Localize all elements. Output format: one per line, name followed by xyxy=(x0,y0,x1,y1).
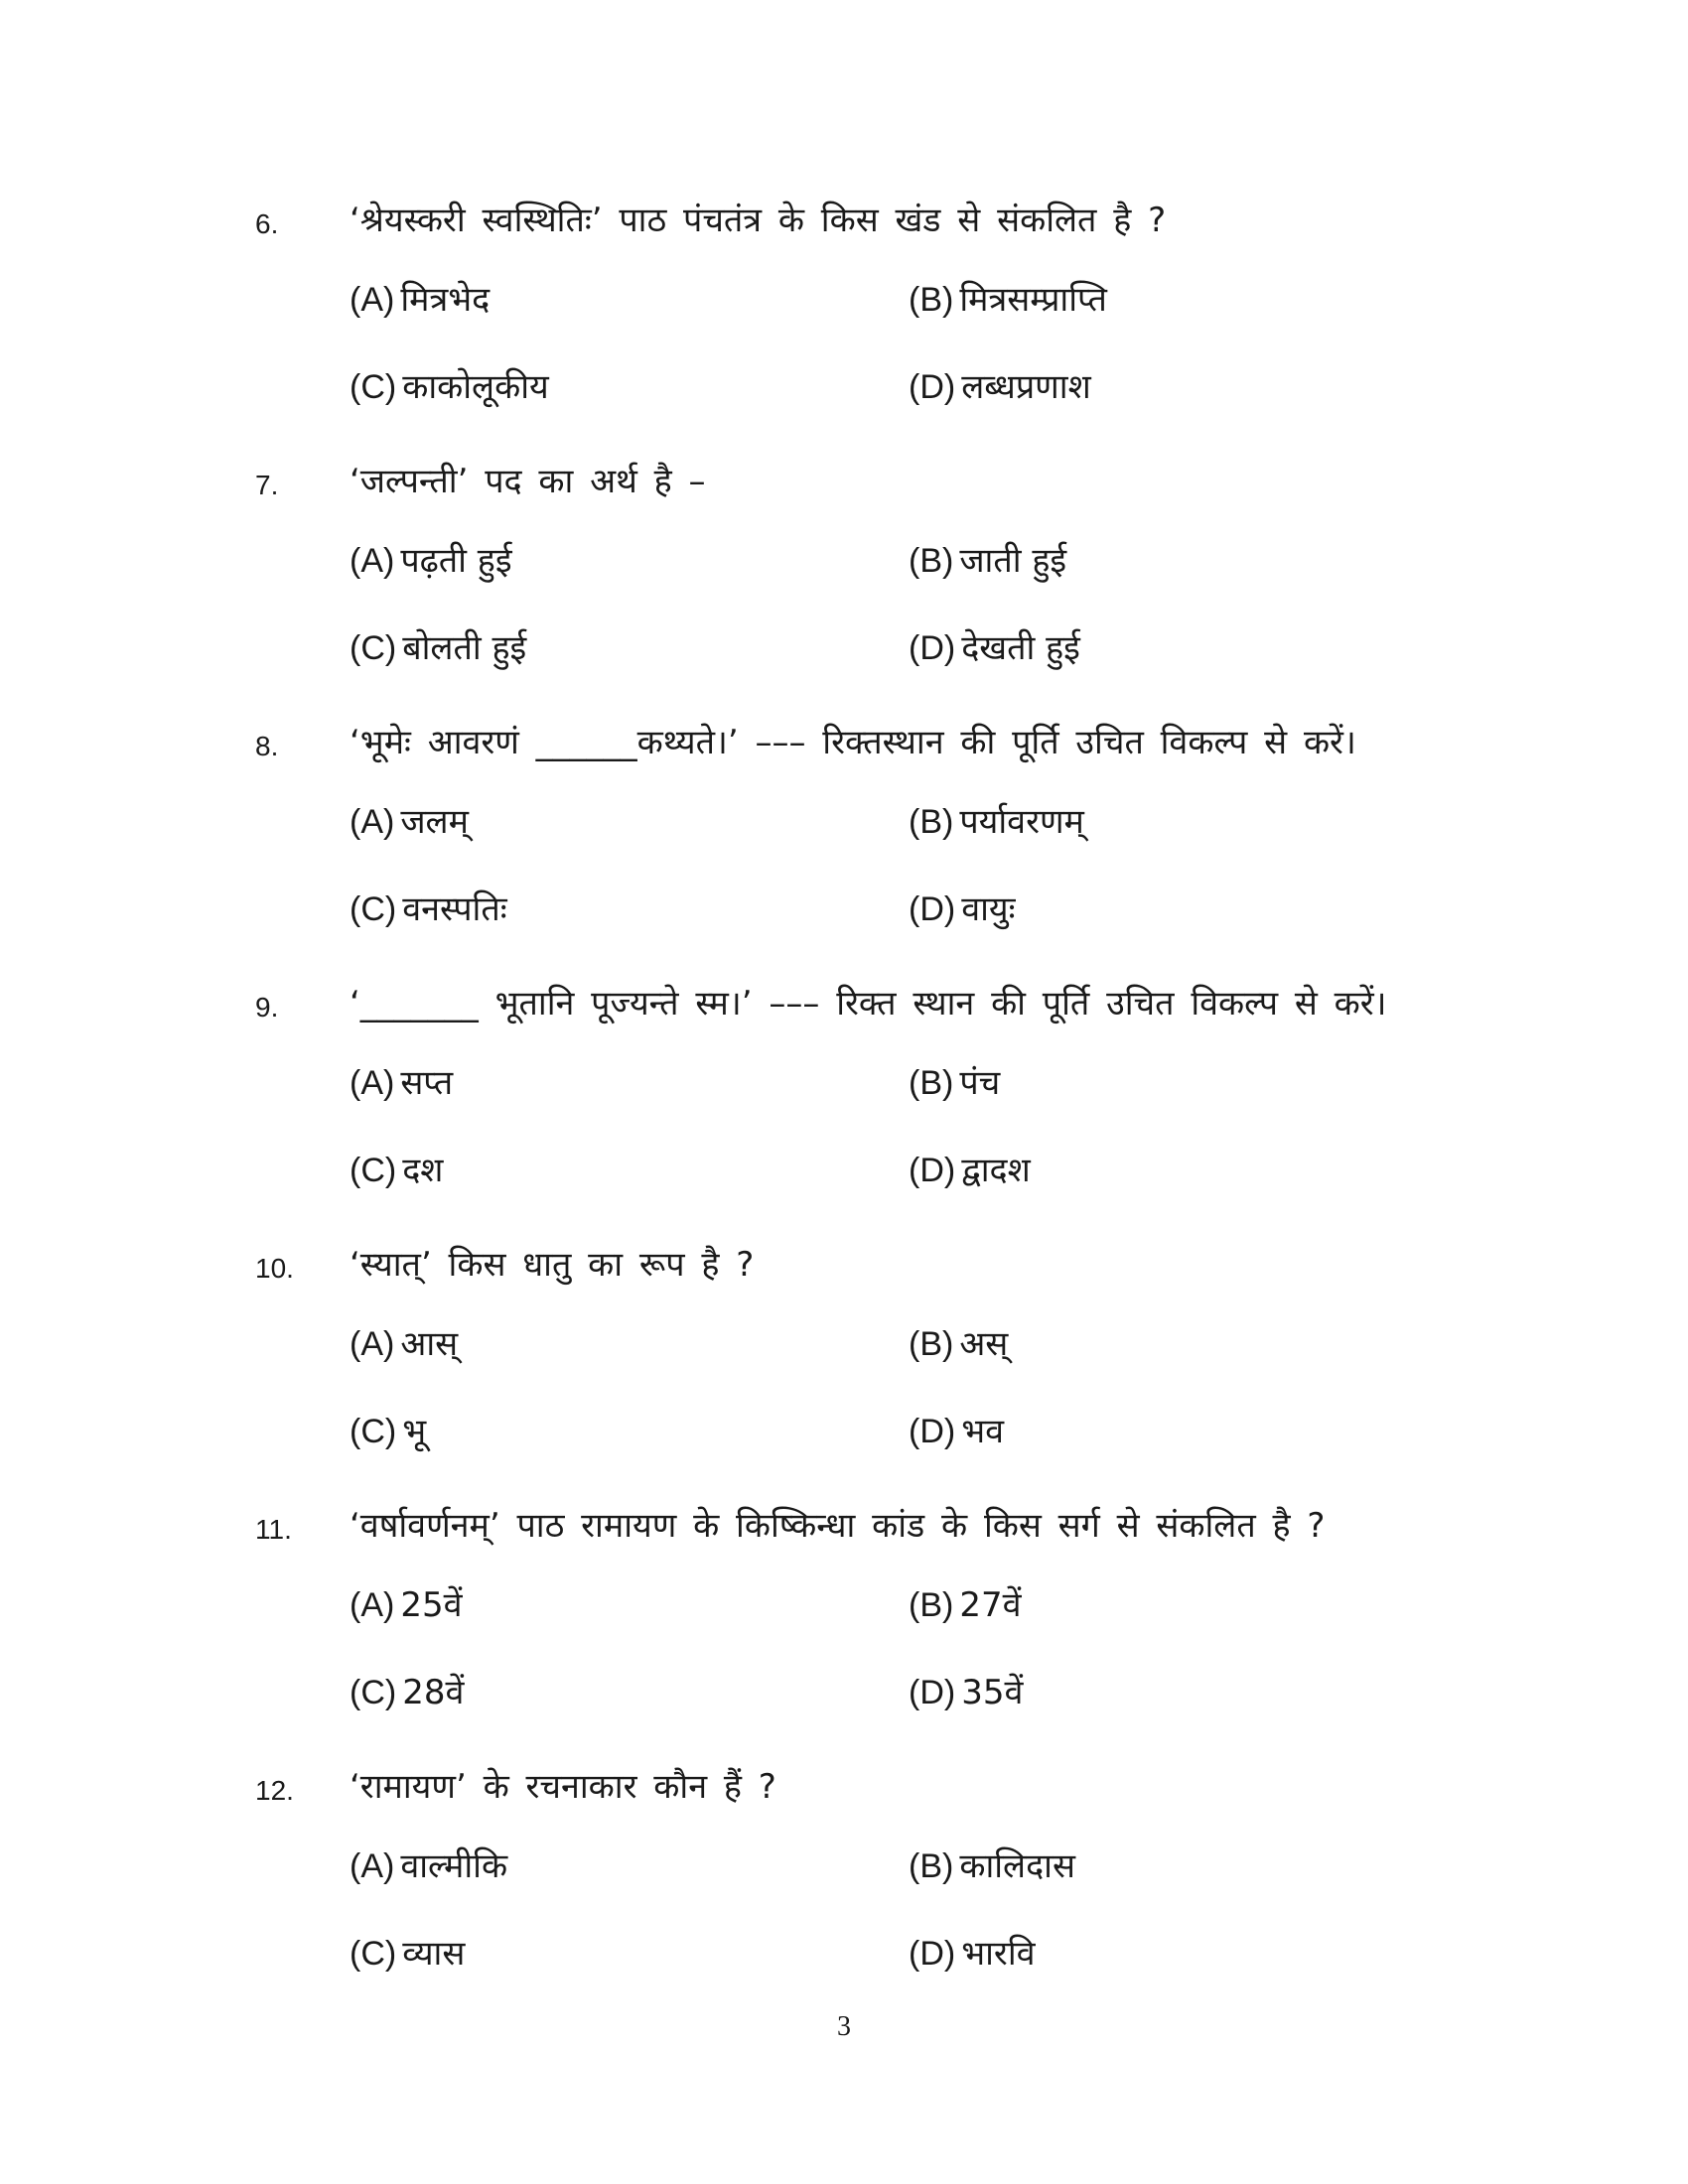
question-number: 10. xyxy=(255,1253,294,1284)
question-text: ‘रामायण’ के रचनाकार कौन हैं ? xyxy=(350,1767,776,1807)
option-letter: (D) xyxy=(909,890,956,928)
option-a xyxy=(350,1843,507,1890)
question-10 xyxy=(0,1233,1688,1483)
question-text: ‘श्रेयस्करी स्वस्थितिः’ पाठ पंचतंत्र के किस खंड से संकलित है ? xyxy=(350,201,1167,240)
option-d xyxy=(909,1930,1036,1978)
option-letter: (C) xyxy=(350,368,397,406)
option-b xyxy=(909,1320,1008,1368)
question-row xyxy=(0,1494,1688,1554)
option-c xyxy=(350,1147,443,1194)
question-7 xyxy=(0,450,1688,700)
option-letter: (A) xyxy=(350,281,395,319)
option-letter: (B) xyxy=(909,803,954,841)
option-text: भारवि xyxy=(961,1934,1036,1974)
option-text: 35वें xyxy=(961,1673,1024,1712)
option-text: पंच xyxy=(959,1063,1001,1103)
option-letter: (B) xyxy=(909,542,954,580)
option-b xyxy=(909,798,1084,846)
question-8 xyxy=(0,711,1688,961)
option-text: भव xyxy=(961,1412,1005,1451)
option-letter: (B) xyxy=(909,281,954,319)
option-a xyxy=(350,798,469,846)
option-text: वायुः xyxy=(961,889,1016,929)
option-text: अस् xyxy=(959,1324,1009,1364)
option-text: दश xyxy=(402,1151,444,1190)
question-text: ‘भूमेः आवरणं ______कथ्यते।’ ––– रिक्तस्थान की पूर्ति उचित विकल्प से करें। xyxy=(350,723,1356,762)
option-c xyxy=(350,1408,426,1455)
option-b xyxy=(909,537,1066,585)
option-letter: (B) xyxy=(909,1064,954,1102)
option-text: कालिदास xyxy=(959,1846,1075,1886)
option-letter: (A) xyxy=(350,1064,395,1102)
option-letter: (D) xyxy=(909,1935,956,1973)
option-letter: (C) xyxy=(350,1674,397,1711)
option-a xyxy=(350,1320,458,1368)
option-letter: (B) xyxy=(909,1586,954,1624)
option-c xyxy=(350,1930,465,1978)
option-letter: (A) xyxy=(350,542,395,580)
question-number: 7. xyxy=(255,470,279,500)
option-letter: (A) xyxy=(350,1847,395,1885)
option-letter: (D) xyxy=(909,1674,956,1711)
question-text: ‘वर्षावर्णनम्’ पाठ रामायण के किष्किन्धा कांड के किस सर्ग से संकलित है ? xyxy=(350,1506,1326,1546)
option-d xyxy=(909,624,1080,672)
option-letter: (C) xyxy=(350,890,397,928)
option-c xyxy=(350,624,526,672)
option-c xyxy=(350,1669,464,1716)
option-text: वनस्पतिः xyxy=(402,889,507,929)
option-letter: (D) xyxy=(909,368,956,406)
option-b xyxy=(909,276,1107,324)
option-letter: (D) xyxy=(909,1152,956,1189)
option-text: 27वें xyxy=(959,1585,1022,1625)
option-text: 25वें xyxy=(400,1585,463,1625)
option-a xyxy=(350,1581,463,1629)
option-letter: (C) xyxy=(350,1935,397,1973)
option-d xyxy=(909,886,1016,933)
question-12 xyxy=(0,1755,1688,2005)
question-text: ‘जल्पन्ती’ पद का अर्थ है – xyxy=(350,462,706,501)
question-row xyxy=(0,1233,1688,1293)
option-b xyxy=(909,1843,1075,1890)
option-letter: (A) xyxy=(350,803,395,841)
option-text: पढ़ती हुई xyxy=(400,541,512,581)
option-letter: (C) xyxy=(350,1413,397,1450)
option-d xyxy=(909,1147,1031,1194)
option-letter: (B) xyxy=(909,1847,954,1885)
question-6 xyxy=(0,189,1688,439)
question-text: ‘स्यात्’ किस धातु का रूप है ? xyxy=(350,1245,755,1285)
option-text: मित्रभेद xyxy=(400,280,491,320)
option-text: मित्रसम्प्राप्ति xyxy=(959,280,1107,320)
option-text: आस् xyxy=(400,1324,459,1364)
question-row xyxy=(0,1755,1688,1815)
option-letter: (D) xyxy=(909,1413,956,1450)
option-d xyxy=(909,363,1091,411)
option-d xyxy=(909,1408,1004,1455)
option-text: 28वें xyxy=(402,1673,465,1712)
option-text: जाती हुई xyxy=(959,541,1067,581)
option-text: काकोलूकीय xyxy=(402,367,549,407)
question-row xyxy=(0,711,1688,770)
option-letter: (B) xyxy=(909,1325,954,1363)
question-row xyxy=(0,450,1688,509)
question-number: 11. xyxy=(255,1514,292,1545)
option-text: जलम् xyxy=(400,802,469,842)
option-text: पर्यावरणम् xyxy=(959,802,1084,842)
question-9 xyxy=(0,972,1688,1222)
option-text: लब्धप्रणाश xyxy=(961,367,1091,407)
option-letter: (D) xyxy=(909,629,956,667)
option-text: वाल्मीकि xyxy=(400,1846,508,1886)
option-text: व्यास xyxy=(402,1934,466,1974)
option-a xyxy=(350,537,512,585)
option-text: बोलती हुई xyxy=(402,628,527,668)
option-letter: (C) xyxy=(350,629,397,667)
question-number: 6. xyxy=(255,208,279,239)
option-a xyxy=(350,276,490,324)
option-b xyxy=(909,1059,1000,1107)
question-text: ‘_______ भूतानि पूज्यन्ते स्म।’ ––– रिक्त स्थान की पूर्ति उचित विकल्प से करें। xyxy=(350,984,1387,1024)
option-b xyxy=(909,1581,1022,1629)
option-text: द्वादश xyxy=(961,1151,1031,1190)
question-number: 8. xyxy=(255,731,279,761)
option-a xyxy=(350,1059,453,1107)
question-number: 9. xyxy=(255,992,279,1023)
question-row xyxy=(0,189,1688,248)
option-letter: (A) xyxy=(350,1325,395,1363)
page-number: 3 xyxy=(837,2011,851,2042)
question-row xyxy=(0,972,1688,1031)
option-text: देखती हुई xyxy=(961,628,1080,668)
option-d xyxy=(909,1669,1023,1716)
option-text: सप्त xyxy=(400,1063,454,1103)
question-11 xyxy=(0,1494,1688,1744)
option-c xyxy=(350,886,507,933)
option-c xyxy=(350,363,549,411)
question-number: 12. xyxy=(255,1775,294,1806)
option-letter: (A) xyxy=(350,1586,395,1624)
option-letter: (C) xyxy=(350,1152,397,1189)
option-text: भू xyxy=(402,1412,427,1451)
